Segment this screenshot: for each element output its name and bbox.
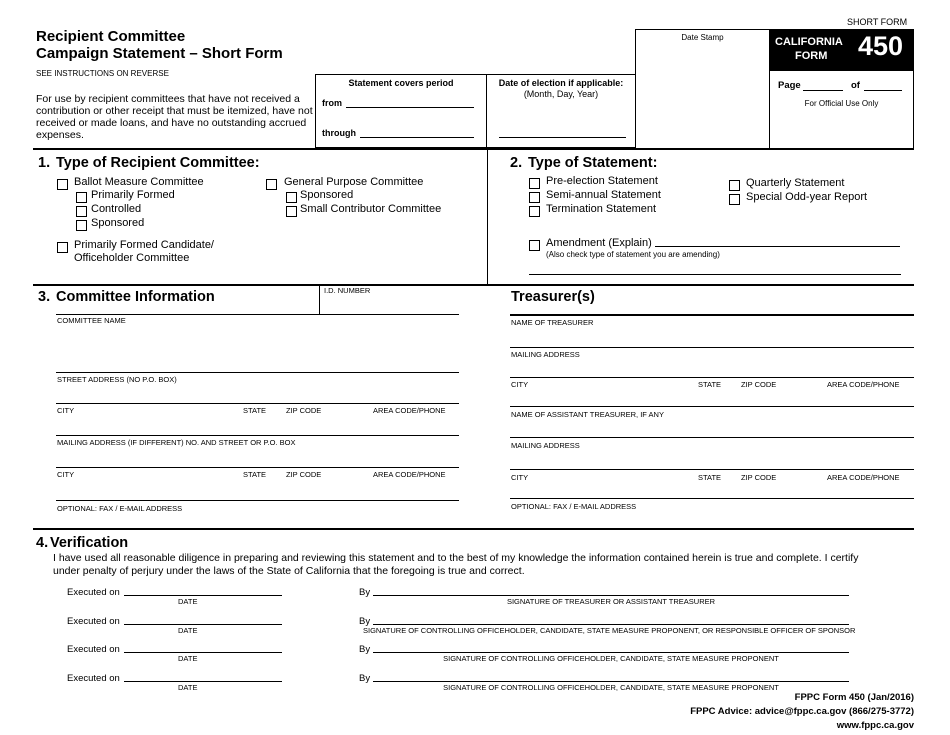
section3-divider — [33, 284, 914, 286]
special-odd-year-label: Special Odd-year Report — [746, 191, 868, 203]
signature-field-2[interactable] — [373, 624, 849, 625]
date-label-1: DATE — [178, 597, 198, 606]
by-label-2: By — [359, 616, 371, 627]
verification-text-line2: under penalty of perjury under the laws of the State of California that the foregoing is true and correct. — [53, 565, 525, 577]
footer-website: www.fppc.ca.gov — [836, 720, 914, 731]
section3-number: 3. — [38, 289, 51, 305]
treasurer-mailing-field[interactable] — [510, 377, 914, 378]
mailing-address-label: MAILING ADDRESS (IF DIFFERENT) NO. AND STREET OR P.O. BOX — [57, 438, 296, 447]
of-label: of — [851, 80, 860, 91]
see-instructions: SEE INSTRUCTIONS ON REVERSE — [36, 69, 169, 78]
amendment-note: (Also check type of statement you are amending) — [546, 250, 720, 259]
pre-election-label: Pre-election Statement — [546, 175, 658, 187]
executed-date-field-1[interactable] — [124, 595, 282, 596]
section2-number: 2. — [510, 155, 523, 171]
treasurer-optional-label: OPTIONAL: FAX / E-MAIL ADDRESS — [511, 502, 637, 511]
city-label: CITY — [57, 406, 75, 415]
section4-number: 4. — [36, 535, 49, 551]
assistant-treasurer-field[interactable] — [510, 437, 914, 438]
amendment-label: Amendment (Explain) — [546, 237, 652, 249]
assistant-city-field[interactable] — [510, 498, 914, 499]
description-line2: contribution or other receipt that must be itemized, have not — [36, 105, 313, 117]
mailing-area-code-label: AREA CODE/PHONE — [373, 470, 446, 479]
checkbox-ballot-measure[interactable] — [57, 179, 68, 190]
description-line1: For use by recipient committees that have not received a — [36, 93, 300, 105]
assistant-mailing-label: MAILING ADDRESS — [511, 441, 580, 450]
semi-annual-label: Semi-annual Statement — [546, 189, 661, 201]
assistant-zip-label: ZIP CODE — [741, 473, 777, 482]
signature-field-1[interactable] — [373, 595, 849, 596]
from-label: from — [322, 98, 342, 108]
description-line4: expenses. — [36, 129, 84, 141]
signature-field-4[interactable] — [373, 681, 849, 682]
mailing-zip-label: ZIP CODE — [286, 470, 322, 479]
checkbox-general-purpose[interactable] — [266, 179, 277, 190]
treasurer-title: Treasurer(s) — [511, 289, 595, 305]
mailing-address-field[interactable] — [56, 467, 459, 468]
id-number-label: I.D. NUMBER — [324, 286, 371, 295]
amendment-explain-field-1[interactable] — [655, 246, 900, 247]
election-date-field[interactable] — [499, 137, 626, 138]
zip-label: ZIP CODE — [286, 406, 322, 415]
small-contributor-label: Small Contributor Committee — [300, 203, 442, 215]
treasurer-header-rule — [510, 314, 914, 316]
section-divider-vertical — [487, 149, 488, 285]
checkbox-small-contributor[interactable] — [286, 206, 297, 217]
assistant-state-label: STATE — [698, 473, 722, 482]
california-label: CALIFORNIA — [775, 36, 843, 48]
committee-name-label: COMMITTEE NAME — [57, 316, 126, 325]
treasurer-zip-label: ZIP CODE — [741, 380, 777, 389]
signature-caption-1: SIGNATURE OF TREASURER OR ASSISTANT TREASURER — [506, 597, 716, 606]
verification-text-line1: I have used all reasonable diligence in preparing and reviewing this statement and to the best of my knowledge the information contained herein is true and complete. I certify — [53, 552, 859, 564]
executed-date-field-2[interactable] — [124, 624, 282, 625]
signature-caption-4: SIGNATURE OF CONTROLLING OFFICEHOLDER, CANDIDATE, STATE MEASURE PROPONENT — [443, 683, 779, 692]
section4-title: Verification — [50, 535, 129, 551]
form-title-line1: Recipient Committee — [36, 28, 186, 45]
executed-on-label-3: Executed on — [67, 644, 120, 655]
candidate-committee-label-line1: Primarily Formed Candidate/ — [74, 239, 214, 251]
assistant-city-label: CITY — [511, 473, 529, 482]
amendment-explain-field-2[interactable] — [529, 274, 901, 275]
executed-date-field-3[interactable] — [124, 652, 282, 653]
section4-divider — [33, 528, 914, 530]
gp-sponsored-label: Sponsored — [300, 189, 354, 201]
checkbox-gp-sponsored[interactable] — [286, 192, 297, 203]
short-form-label: SHORT FORM — [847, 17, 908, 27]
executed-date-field-4[interactable] — [124, 681, 282, 682]
ballot-measure-label: Ballot Measure Committee — [74, 176, 204, 188]
official-use-label: For Official Use Only — [804, 99, 879, 108]
candidate-committee-label-line2: Officeholder Committee — [74, 252, 190, 264]
treasurer-name-field[interactable] — [510, 347, 914, 348]
street-address-field[interactable] — [56, 403, 459, 404]
mailing-state-label: STATE — [243, 470, 267, 479]
checkbox-primarily-formed[interactable] — [76, 192, 87, 203]
checkbox-special-odd-year[interactable] — [729, 194, 740, 205]
executed-on-label-4: Executed on — [67, 673, 120, 684]
controlled-label: Controlled — [91, 203, 142, 215]
date-stamp-box — [635, 29, 770, 149]
committee-header-rule — [56, 314, 319, 315]
treasurer-city-label: CITY — [511, 380, 529, 389]
page-number-field[interactable] — [803, 90, 843, 91]
election-subtitle: (Month, Day, Year) — [523, 89, 599, 99]
termination-label: Termination Statement — [546, 203, 657, 215]
signature-caption-3: SIGNATURE OF CONTROLLING OFFICEHOLDER, CANDIDATE, STATE MEASURE PROPONENT — [443, 654, 779, 663]
form-title-line2: Campaign Statement – Short Form — [36, 45, 283, 62]
by-label-3: By — [359, 644, 371, 655]
checkbox-termination[interactable] — [529, 206, 540, 217]
checkbox-semi-annual[interactable] — [529, 192, 540, 203]
checkbox-sponsored[interactable] — [76, 220, 87, 231]
quarterly-label: Quarterly Statement — [746, 177, 845, 189]
optional-fax-email-label: OPTIONAL: FAX / E-MAIL ADDRESS — [57, 504, 183, 513]
checkbox-pre-election[interactable] — [529, 178, 540, 189]
description-line3: received or made loans, and have no outstanding accrued — [36, 117, 307, 129]
treasurer-name-label: NAME OF TREASURER — [511, 318, 594, 327]
signature-field-3[interactable] — [373, 652, 849, 653]
header-divider — [33, 148, 914, 150]
footer-form-id: FPPC Form 450 (Jan/2016) — [794, 692, 914, 703]
assistant-treasurer-label: NAME OF ASSISTANT TREASURER, IF ANY — [511, 410, 664, 419]
section1-number: 1. — [38, 155, 51, 171]
area-code-label: AREA CODE/PHONE — [373, 406, 446, 415]
date-label-2: DATE — [178, 626, 198, 635]
date-label-4: DATE — [178, 683, 198, 692]
section3-title: Committee Information — [56, 289, 215, 305]
checkbox-controlled[interactable] — [76, 206, 87, 217]
date-stamp-label: Date Stamp — [681, 33, 724, 42]
election-title: Date of election if applicable: — [498, 78, 624, 88]
treasurer-city-field[interactable] — [510, 406, 914, 407]
sponsored-label: Sponsored — [91, 217, 145, 229]
signature-caption-2: SIGNATURE OF CONTROLLING OFFICEHOLDER, CANDIDATE, STATE MEASURE PROPONENT, OR RESPONSIBLE OFFICER OF SPONSOR — [363, 626, 856, 635]
period-title: Statement covers period — [348, 78, 454, 88]
committee-name-field[interactable] — [56, 372, 459, 373]
by-label-1: By — [359, 587, 371, 598]
checkbox-amendment[interactable] — [529, 240, 540, 251]
through-date-field[interactable] — [360, 137, 474, 138]
city-state-zip-field[interactable] — [56, 435, 459, 436]
treasurer-area-code-label: AREA CODE/PHONE — [827, 380, 900, 389]
page-total-field[interactable] — [864, 90, 902, 91]
id-number-field[interactable] — [319, 314, 459, 315]
mailing-city-label: CITY — [57, 470, 75, 479]
treasurer-state-label: STATE — [698, 380, 722, 389]
id-number-divider — [319, 285, 320, 314]
through-label: through — [322, 128, 356, 138]
checkbox-quarterly[interactable] — [729, 180, 740, 191]
section1-title: Type of Recipient Committee: — [56, 155, 260, 171]
from-date-field[interactable] — [346, 107, 474, 108]
street-address-label: STREET ADDRESS (NO P.O. BOX) — [57, 375, 177, 384]
footer-advice: FPPC Advice: advice@fppc.ca.gov (866/275-3772) — [690, 706, 914, 717]
state-label: STATE — [243, 406, 267, 415]
checkbox-candidate-committee[interactable] — [57, 242, 68, 253]
mailing-city-state-zip-field[interactable] — [56, 500, 459, 501]
section2-title: Type of Statement: — [528, 155, 658, 171]
assistant-area-code-label: AREA CODE/PHONE — [827, 473, 900, 482]
executed-on-label-1: Executed on — [67, 587, 120, 598]
page-label: Page — [778, 80, 801, 91]
treasurer-mailing-label: MAILING ADDRESS — [511, 350, 580, 359]
form-number: 450 — [858, 31, 904, 61]
form-label: FORM — [795, 50, 828, 62]
general-purpose-label: General Purpose Committee — [284, 176, 424, 188]
primarily-formed-label: Primarily Formed — [91, 189, 175, 201]
executed-on-label-2: Executed on — [67, 616, 120, 627]
assistant-mailing-field[interactable] — [510, 469, 914, 470]
date-label-3: DATE — [178, 654, 198, 663]
by-label-4: By — [359, 673, 371, 684]
